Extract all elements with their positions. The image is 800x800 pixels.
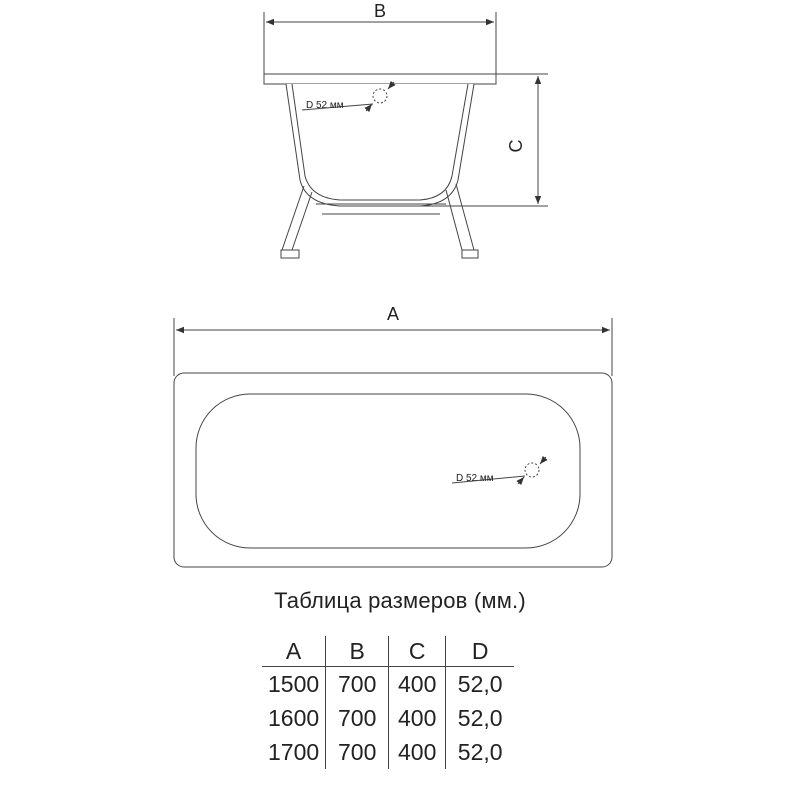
table-row xyxy=(262,667,514,702)
side-rim xyxy=(264,74,496,84)
table-title: Таблица размеров (мм.) xyxy=(274,588,526,613)
top-rim xyxy=(174,373,612,567)
cell-c: 400 xyxy=(389,735,446,769)
top-view xyxy=(174,318,612,567)
cell-b: 700 xyxy=(326,735,389,769)
header-a: A xyxy=(262,636,326,667)
side-view xyxy=(264,12,548,258)
cell-a: 1600 xyxy=(268,704,320,731)
cell-c: 400 xyxy=(389,701,446,735)
top-drain-label: D 52 мм xyxy=(456,473,494,484)
cell-a: 1700 xyxy=(268,738,320,765)
header-b: B xyxy=(326,636,389,667)
header-c: C xyxy=(389,636,446,667)
cell-b: 700 xyxy=(326,667,389,702)
dimension-a-label: A xyxy=(386,304,400,324)
cell-d: 52,0 xyxy=(446,667,515,702)
table-header-row xyxy=(262,636,514,667)
dimension-c-label: C xyxy=(506,139,526,153)
table-row xyxy=(262,735,514,769)
dimension-b-label: B xyxy=(373,1,387,21)
table-row xyxy=(262,701,514,735)
size-table xyxy=(262,636,514,769)
cell-a: 1500 xyxy=(268,670,320,697)
cell-d: 52,0 xyxy=(446,735,515,769)
header-d: D xyxy=(446,636,515,667)
cell-c: 400 xyxy=(389,667,446,702)
side-drain-label: D 52 мм xyxy=(306,100,344,111)
cell-b: 700 xyxy=(326,701,389,735)
cell-d: 52,0 xyxy=(446,701,515,735)
